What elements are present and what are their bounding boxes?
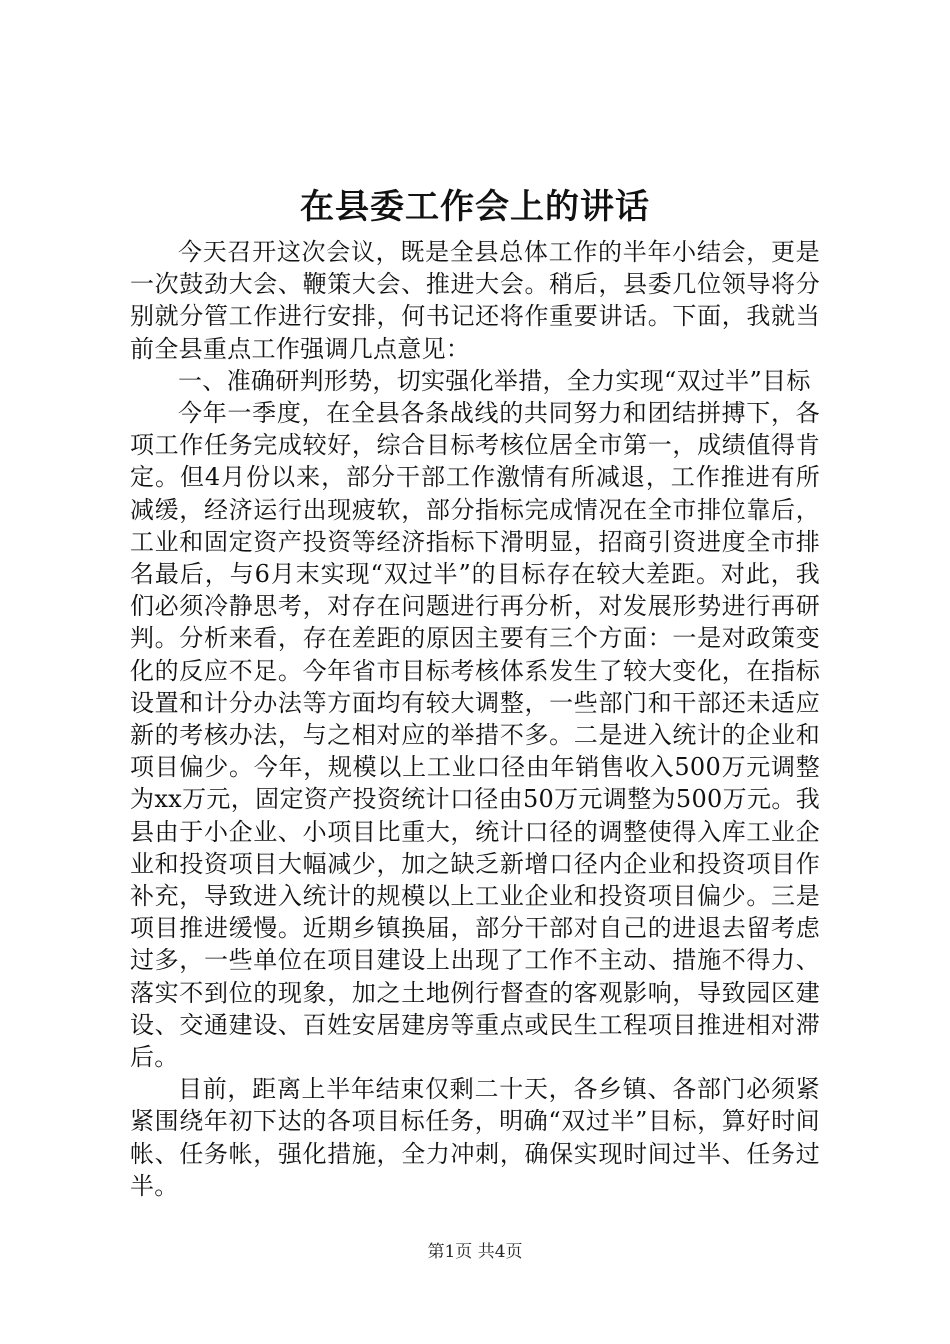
document-body (130, 236, 820, 1202)
paragraph-analysis: 今年一季度，在全县各条战线的共同努力和团结拼搏下，各项工作任务完成较好，综合目标考核位居全市第一，成绩值得肯定。但4月份以来，部分干部工作激情有所减退，工作推进有所减缓，经济运行出现疲软，部分指标完成情况在全市排位靠后，工业和固定资产投资等经济指标下滑明显，招商引资进度全市排名最后，与6月末实现“双过半”的目标存在较大差距。对此，我们必须冷静思考，对存在问题进行再分析，对发展形势进行再研判。分析来看，存在差距的原因主要有三个方面：一是对政策变化的反应不足。今年省市目标考核体系发生了较大变化，在指标设置和计分办法等方面均有较大调整，一些部门和干部还未适应新的考核办法，与之相对应的举措不多。二是进入统计的企业和项目偏少。今年，规模以上工业口径由年销售收入500万元调整为xx万元，固定资产投资统计口径由50万元调整为500万元。我县由于小企业、小项目比重大，统计口径的调整使得入库工业企业和投资项目大幅减少，加之缺乏新增口径内企业和投资项目作补充，导致进入统计的规模以上工业企业和投资项目偏少。三是项目推进缓慢。近期乡镇换届，部分干部对自己的进退去留考虑过多，一些单位在项目建设上出现了工作不主动、措施不得力、落实不到位的现象，加之土地例行督查的客观影响，导致园区建设、交通建设、百姓安居建房等重点或民生工程项目推进相对滞后。 (130, 399, 820, 1072)
section-heading-1: 一、准确研判形势，切实强化举措，全力实现“双过半”目标 (178, 366, 811, 395)
page-footer: 第1页 共4页 (427, 1242, 523, 1262)
paragraph-current: 目前，距离上半年结束仅剩二十天，各乡镇、各部门必须紧紧围绕年初下达的各项目标任务，明确“双过半”目标，算好时间帐、任务帐，强化措施，全力冲刺，确保实现时间过半、任务过半。 (130, 1075, 820, 1200)
document-title: 在县委工作会上的讲话 (300, 187, 650, 227)
paragraph-intro: 今天召开这次会议，既是全县总体工作的半年小结会，更是一次鼓劲大会、鞭策大会、推进大会。稍后，县委几位领导将分别就分管工作进行安排，何书记还将作重要讲话。下面，我就当前全县重点工作强调几点意见： (130, 238, 820, 363)
